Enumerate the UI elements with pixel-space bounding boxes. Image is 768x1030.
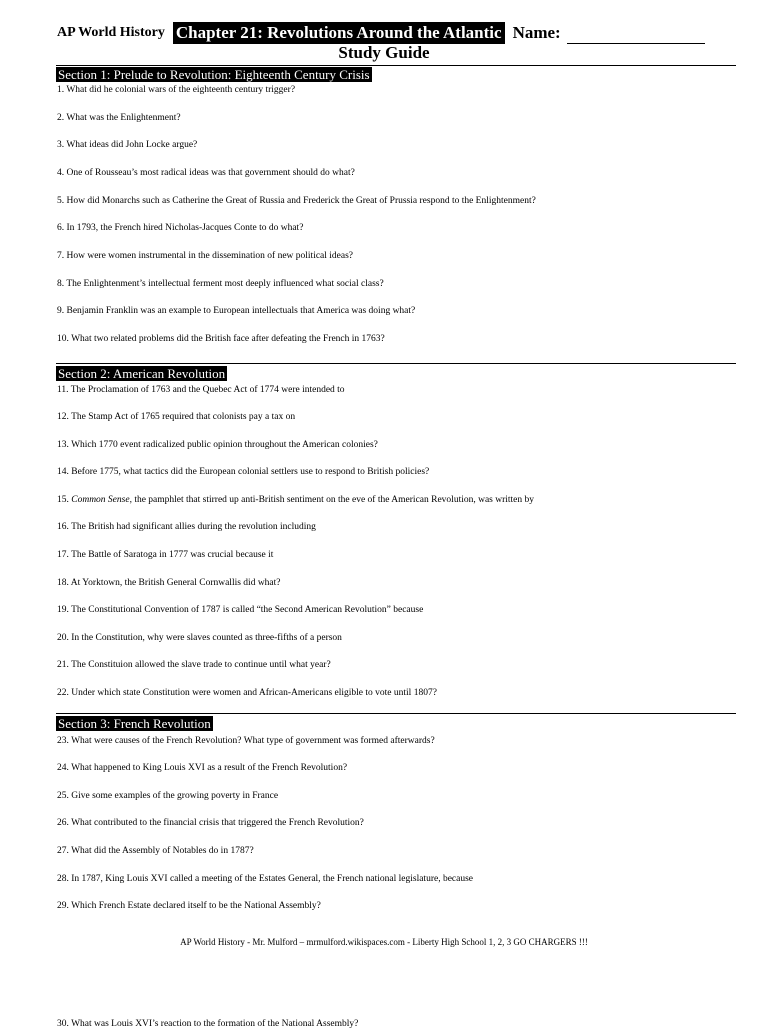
question-15: [57, 494, 747, 506]
question-1: 1. What did he colonial wars of the eighteenth century trigger?: [57, 85, 296, 95]
page-footer: AP World History - Mr. Mulford – mrmulford.wikispaces.com - Liberty High School 1, 2, 3 GO CHARGERS !!!: [180, 937, 588, 947]
question-21: 21. The Constituion allowed the slave trade to continue until what year?: [57, 660, 331, 670]
question-29: 29. Which French Estate declared itself to be the National Assembly?: [57, 901, 321, 911]
question-16: 16. The British had significant allies during the revolution including: [57, 522, 316, 532]
section-3-title: Section 3: French Revolution: [58, 716, 211, 731]
section-1-title: Section 1: Prelude to Revolution: Eighteenth Century Crisis: [58, 67, 370, 82]
question-26: 26. What contributed to the financial crisis that triggered the French Revolution?: [57, 818, 364, 828]
name-label: Name:: [512, 23, 561, 42]
question-10: 10. What two related problems did the British face after defeating the French in 1763?: [57, 334, 385, 344]
chapter-title: Chapter 21: Revolutions Around the Atlantic: [173, 22, 505, 44]
divider: [56, 713, 736, 714]
divider: [56, 363, 736, 364]
question-19: 19. The Constitutional Convention of 1787 is called “the Second American Revolution” because: [57, 605, 424, 615]
name-blank-line[interactable]: [567, 27, 705, 44]
question-23: 23. What were causes of the French Revolution? What type of government was formed afterwards?: [57, 736, 435, 746]
question-2: 2. What was the Enlightenment?: [57, 113, 181, 123]
question-15-number: 15.: [57, 495, 72, 505]
question-5: 5. How did Monarchs such as Catherine the Great of Russia and Frederick the Great of Prussia respond to the Enlightenment?: [57, 196, 536, 206]
question-18: 18. At Yorktown, the British General Cornwallis did what?: [57, 578, 281, 588]
question-28: 28. In 1787, King Louis XVI called a meeting of the Estates General, the French national legislature, because: [57, 874, 474, 884]
header: [57, 21, 737, 45]
question-15-text: the pamphlet that stirred up anti-British sentiment on the eve of the American Revolution, was written by: [131, 495, 535, 505]
question-4: 4. One of Rousseau’s most radical ideas was that government should do what?: [57, 168, 355, 178]
question-15-title: Common Sense,: [71, 495, 132, 505]
section-2-title: Section 2: American Revolution: [58, 366, 226, 381]
question-11: 11. The Proclamation of 1763 and the Quebec Act of 1774 were intended to: [57, 385, 345, 395]
question-13: 13. Which 1770 event radicalized public opinion throughout the American colonies?: [57, 440, 378, 450]
question-17: 17. The Battle of Saratoga in 1777 was crucial because it: [57, 550, 274, 560]
question-12: 12. The Stamp Act of 1765 required that colonists pay a tax on: [57, 412, 296, 422]
question-14: 14. Before 1775, what tactics did the European colonial settlers use to respond to British policies?: [57, 467, 430, 477]
question-7: 7. How were women instrumental in the dissemination of new political ideas?: [57, 251, 354, 261]
question-3: 3. What ideas did John Locke argue?: [57, 140, 198, 150]
question-6: 6. In 1793, the French hired Nicholas-Jacques Conte to do what?: [57, 223, 304, 233]
question-9: 9. Benjamin Franklin was an example to European intellectuals that America was doing what?: [57, 306, 416, 316]
question-8: 8. The Enlightenment’s intellectual ferment most deeply influenced what social class?: [57, 279, 384, 289]
question-25: 25. Give some examples of the growing poverty in France: [57, 791, 279, 801]
question-20: 20. In the Constitution, why were slaves counted as three-fifths of a person: [57, 633, 342, 643]
page-subtitle: Study Guide: [338, 43, 430, 62]
question-22: 22. Under which state Constitution were women and African-Americans eligible to vote until 1807?: [57, 688, 437, 698]
course-title: AP World History: [57, 25, 165, 40]
question-24: 24. What happened to King Louis XVI as a result of the French Revolution?: [57, 763, 348, 773]
divider: [56, 65, 736, 66]
question-27: 27. What did the Assembly of Notables do in 1787?: [57, 846, 254, 856]
question-30-cut-off: 30. What was Louis XVI’s reaction to the formation of the National Assembly?: [57, 1019, 359, 1029]
